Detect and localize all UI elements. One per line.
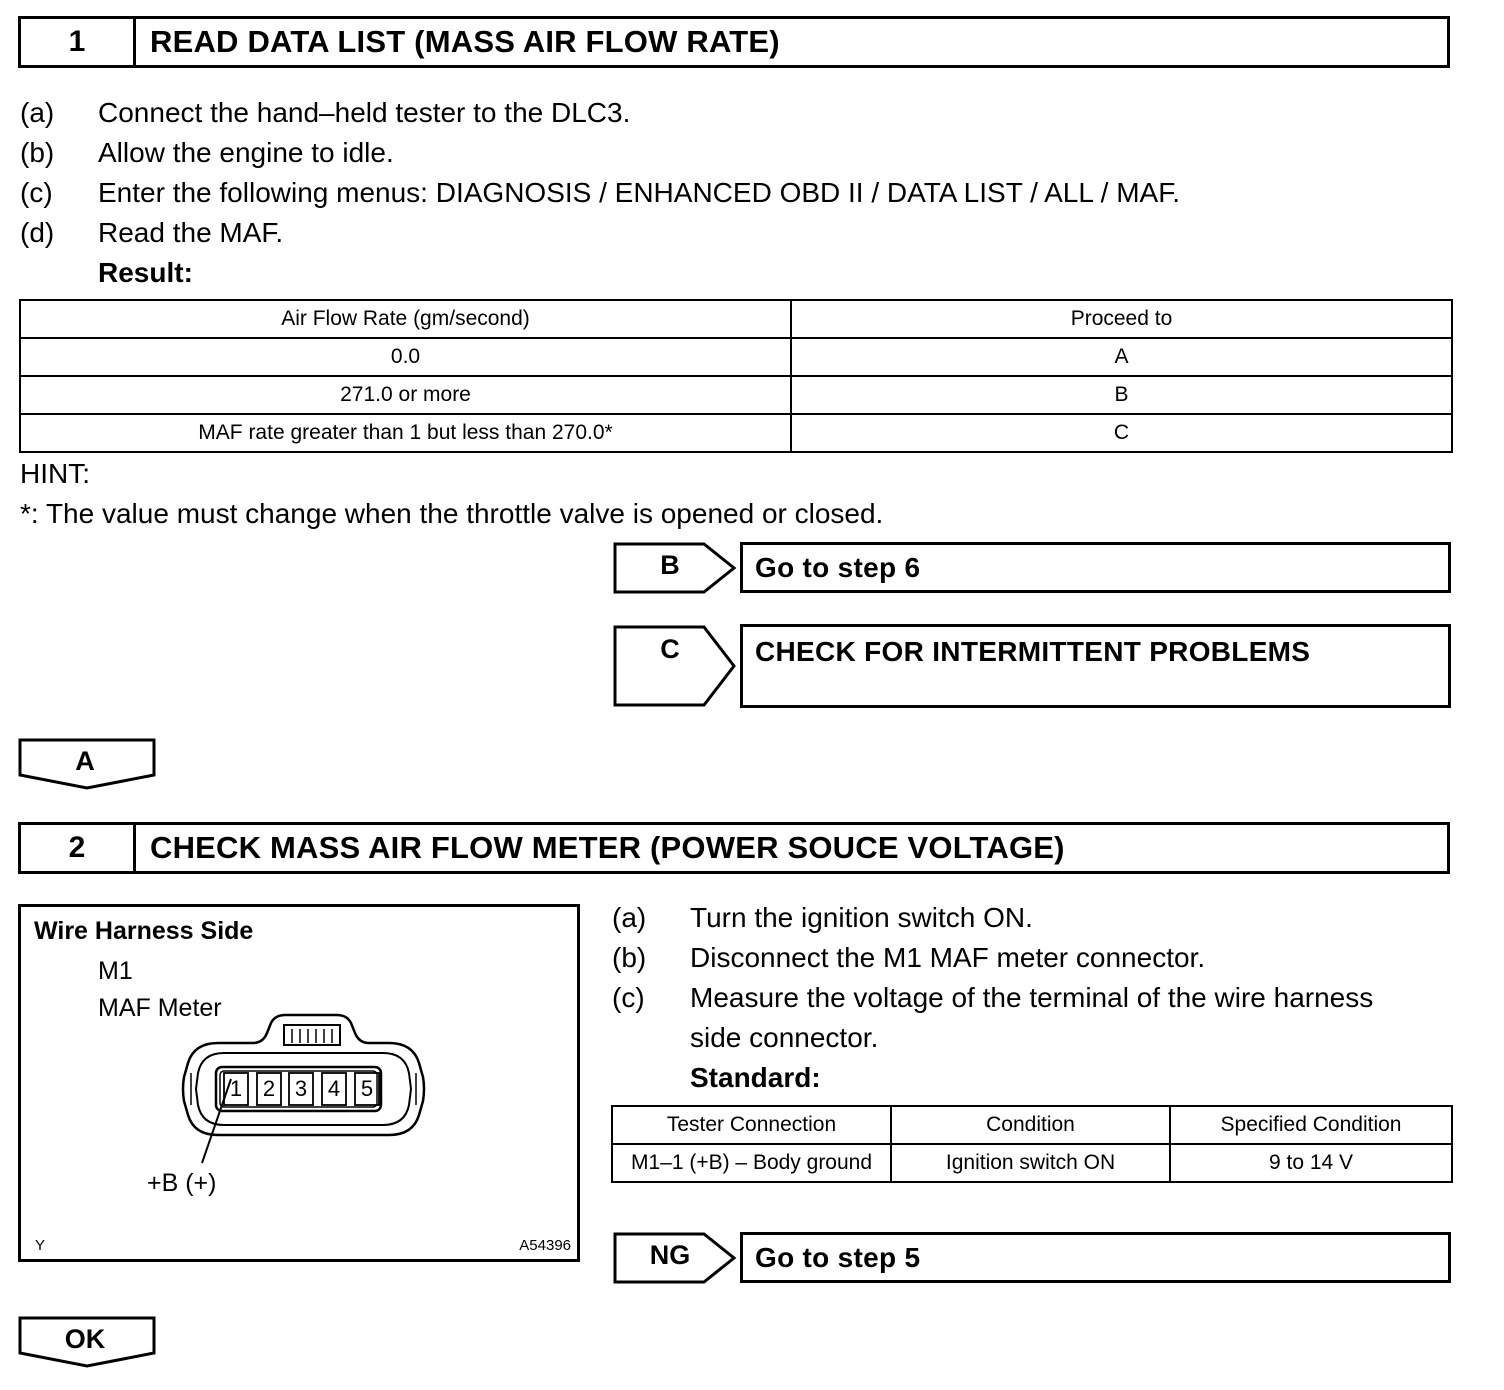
item-label: (c) [20,177,53,208]
pin-3: 3 [294,1076,308,1101]
item-text: Enter the following menus: DIAGNOSIS / ENHANCED OBD II / DATA LIST / ALL / MAF. [98,177,1180,208]
pin-2: 2 [262,1076,276,1101]
step-2-item-c-cont: side connector. [690,1022,879,1053]
item-text: Measure the voltage of the terminal of the wire harness [690,982,1374,1013]
step-1-title: READ DATA LIST (MASS AIR FLOW RATE) [150,24,780,59]
pin-label-plus-b: +B (+) [147,1169,217,1197]
table-cell: M1–1 (+B) – Body ground [612,1144,891,1182]
table-header-cell: Condition [891,1106,1170,1144]
item-label: (b) [612,942,647,973]
item-label: (d) [20,217,55,248]
table-header-cell: Air Flow Rate (gm/second) [20,300,791,338]
pin-4: 4 [327,1076,341,1101]
branch-c-label: C [660,634,680,664]
step-2-item-c [612,978,1373,1018]
figure-title: Wire Harness Side [34,917,254,945]
table-cell: Ignition switch ON [891,1144,1170,1182]
item-label: (a) [612,902,647,933]
result-label: Result: [98,257,193,288]
table-cell: B [791,376,1452,414]
item-text: Allow the engine to idle. [98,137,394,168]
table-header-cell: Tester Connection [612,1106,891,1144]
hint-text: *: The value must change when the throttle valve is opened or closed. [20,498,884,529]
step-2-item-b [612,938,1205,978]
item-label: (c) [612,982,645,1013]
table-row [20,338,1452,376]
connector-figure [18,904,580,1262]
step-1-item-d [20,213,283,253]
table-cell: C [791,414,1452,452]
table-header-cell: Specified Condition [1170,1106,1452,1144]
step-2-number: 2 [21,825,136,871]
item-text: Turn the ignition switch ON. [690,902,1033,933]
go-to-step-6-box: Go to step 6 [740,542,1451,593]
item-label: (a) [20,97,55,128]
item-text: Connect the hand–held tester to the DLC3. [98,97,631,128]
figure-corner-left: Y [35,1237,46,1254]
next-a-label: A [75,746,95,776]
figure-code: A54396 [519,1237,571,1254]
result-table [19,299,1453,453]
connector-id: M1 [98,957,133,985]
table-row [612,1144,1452,1182]
table-cell: 271.0 or more [20,376,791,414]
go-to-step-5-box: Go to step 5 [740,1232,1451,1283]
branch-b-label: B [660,550,680,580]
pin-5: 5 [360,1076,374,1101]
pin-1: 1 [229,1076,243,1101]
check-intermittent-box: CHECK FOR INTERMITTENT PROBLEMS [740,624,1451,708]
table-header-row [612,1106,1452,1144]
table-cell: 0.0 [20,338,791,376]
step-1-item-b [20,133,394,173]
table-cell: MAF rate greater than 1 but less than 270.0* [20,414,791,452]
step-1-item-a [20,93,630,133]
step-2-title: CHECK MASS AIR FLOW METER (POWER SOUCE VOLTAGE) [150,830,1065,865]
branch-ng-label: NG [649,1240,691,1270]
table-header-row [20,300,1452,338]
standard-label: Standard: [690,1062,821,1093]
table-cell: 9 to 14 V [1170,1144,1452,1182]
step-2-item-a [612,898,1033,938]
hint-label: HINT: [20,458,90,489]
step-1-item-c [20,173,1180,213]
next-ok-label: OK [64,1324,106,1354]
connector-name: MAF Meter [98,994,222,1022]
table-row [20,376,1452,414]
table-cell: A [791,338,1452,376]
step-1-number: 1 [21,19,136,65]
table-header-cell: Proceed to [791,300,1452,338]
standard-table [611,1105,1453,1183]
step-2-header [18,822,1450,874]
item-text: Disconnect the M1 MAF meter connector. [690,942,1206,973]
item-text: Read the MAF. [98,217,284,248]
item-label: (b) [20,137,55,168]
table-row [20,414,1452,452]
step-1-header [18,16,1450,68]
